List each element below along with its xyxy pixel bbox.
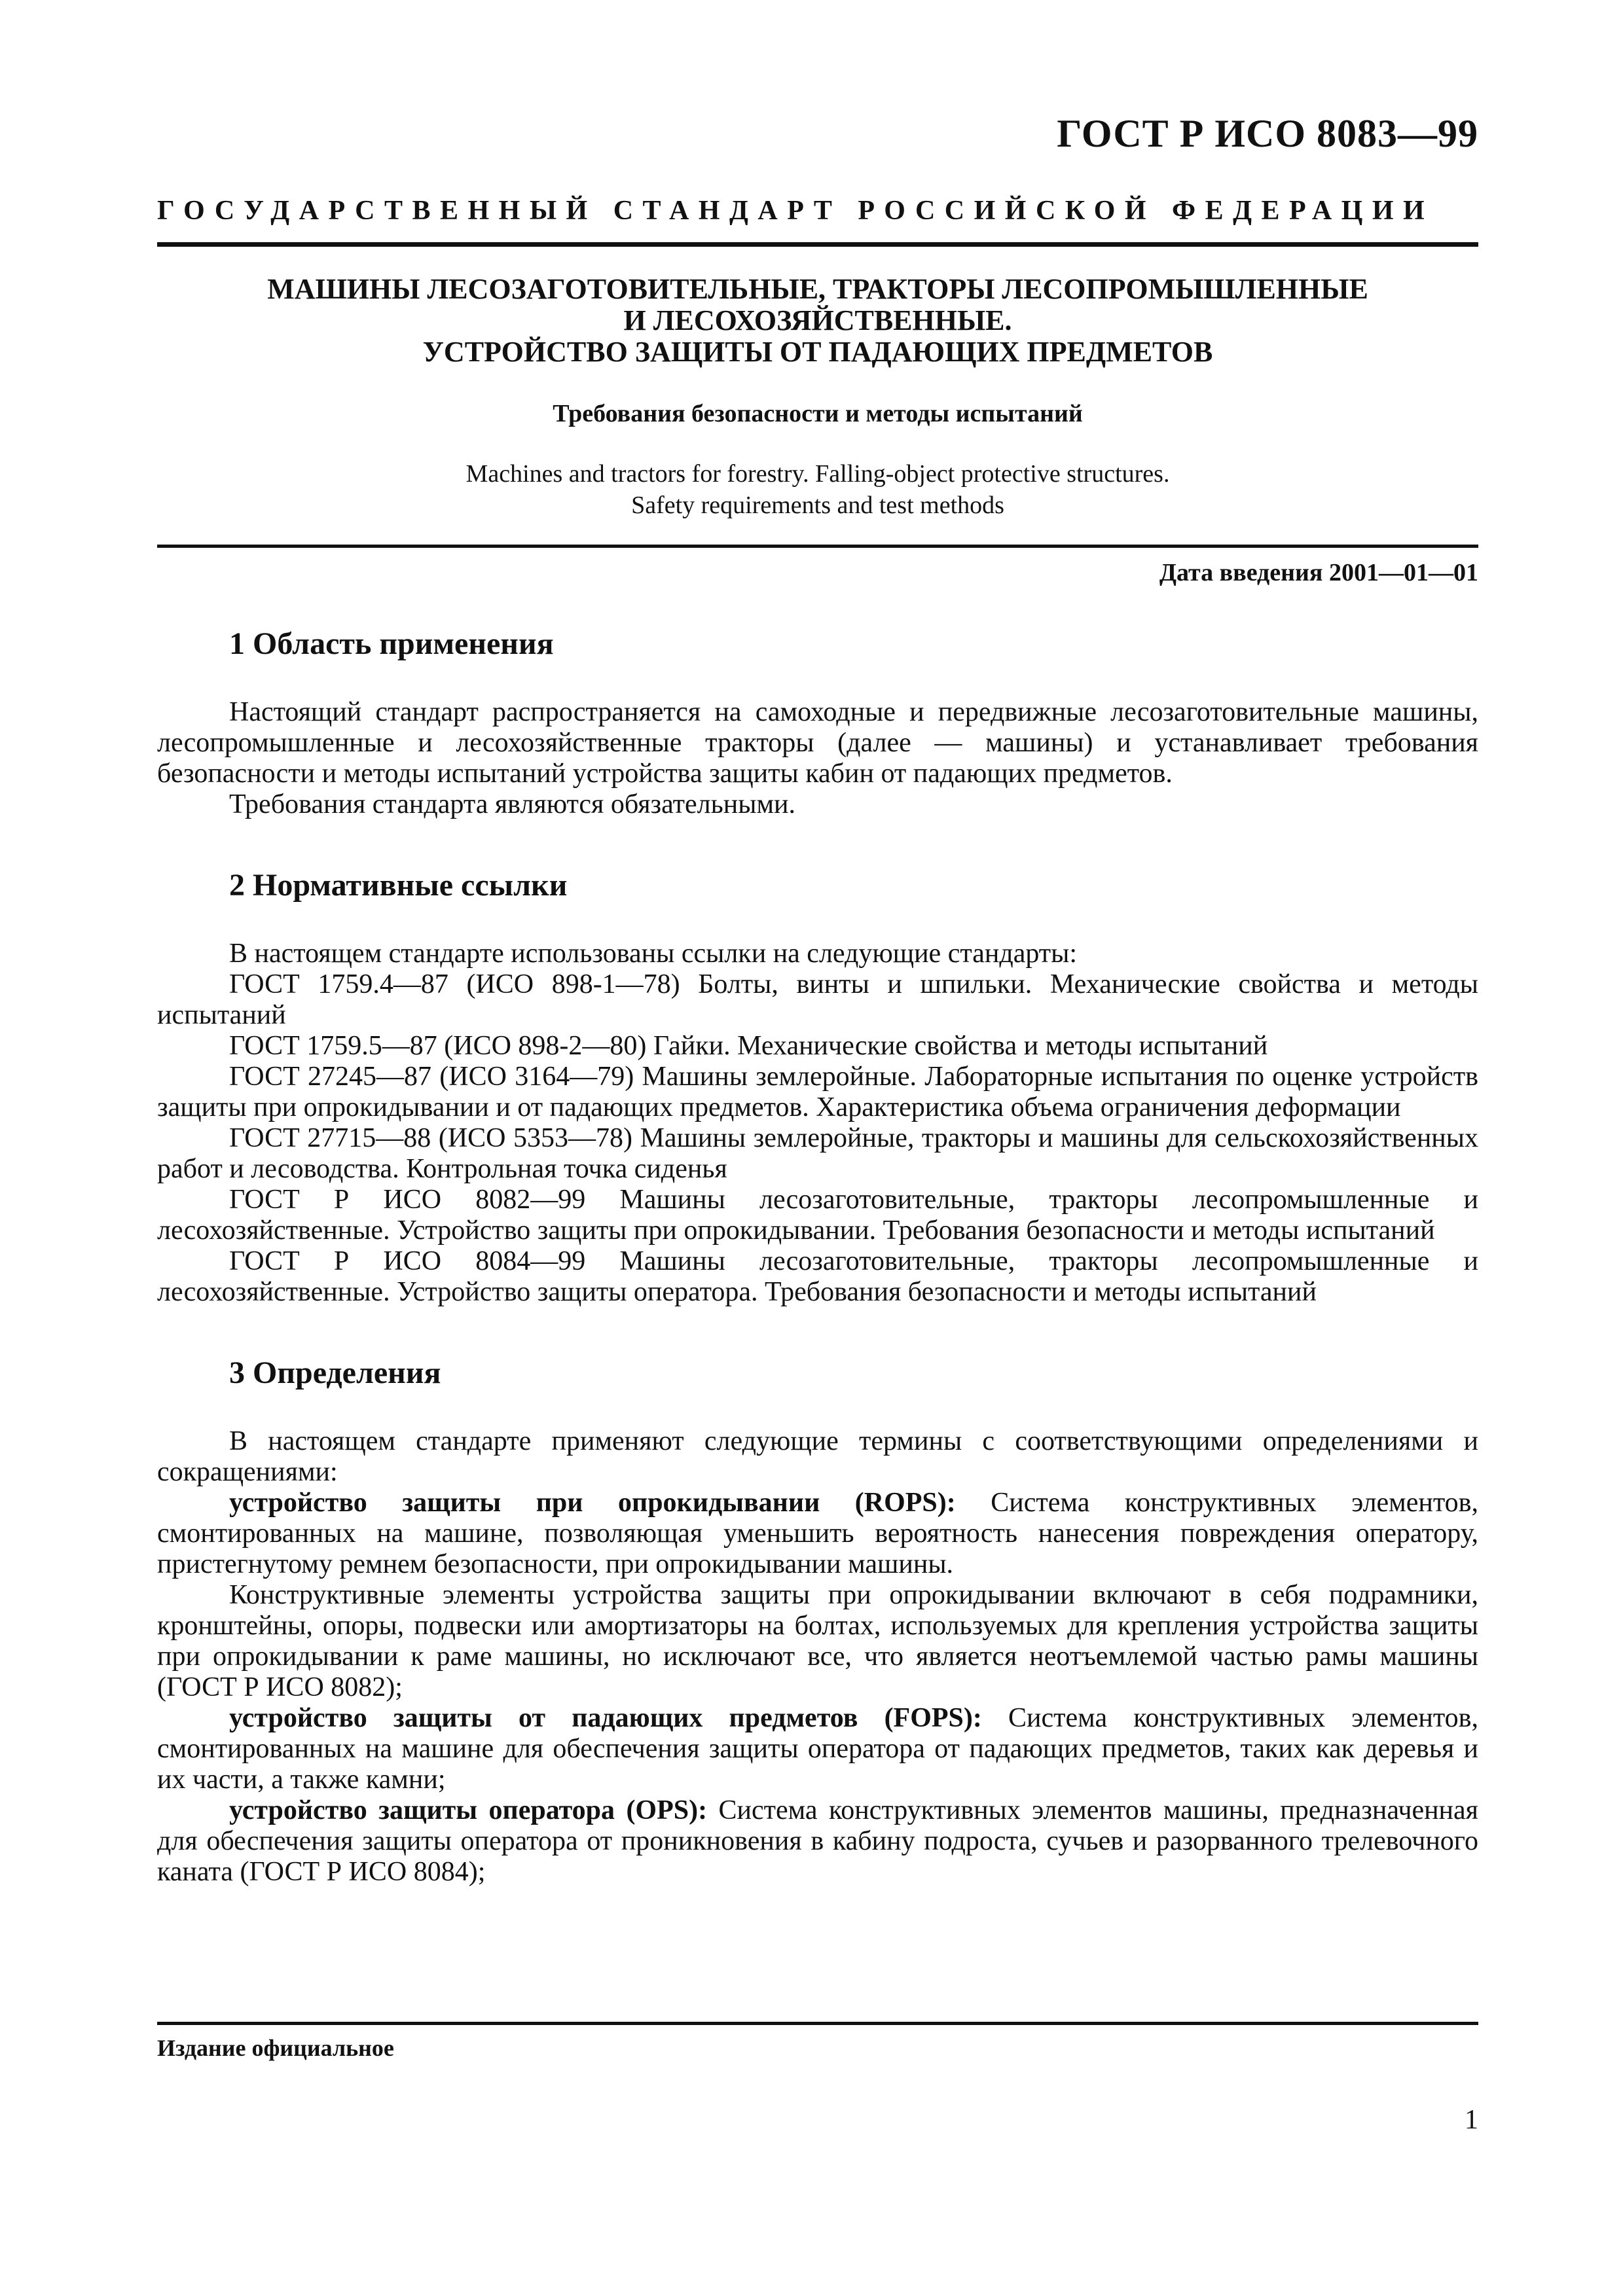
document-code: ГОСТ Р ИСО 8083—99 (1057, 112, 1478, 155)
definition-fops (157, 1703, 1478, 1795)
definition-rops-text: Система конструктивных элементов, смонтированных на машине, позволяющая уменьшить вероятность нанесения повреждения оператору, пристегнутому ремнем безопасности, при опрокидывании машины. (157, 1488, 1478, 1579)
section-3-heading: 3 Определения (229, 1355, 441, 1390)
middle-rule (157, 545, 1478, 548)
title-line-3: УСТРОЙСТВО ЗАЩИТЫ ОТ ПАДАЮЩИХ ПРЕДМЕТОВ (422, 336, 1213, 368)
reference-item: ГОСТ Р ИСО 8082—99 Машины лесозаготовительные, тракторы лесопромышленные и лесохозяйственные. Устройство защиты при опрокидывании. Требования безопасности и методы испытаний (157, 1185, 1478, 1246)
section-1-paragraph-2: Требования стандарта являются обязательными. (229, 789, 796, 819)
term-ops: устройство защиты оператора (OPS): (229, 1795, 708, 1825)
term-fops: устройство защиты от падающих предметов (FOPS): (229, 1703, 982, 1733)
subtitle-russian: Требования безопасности и методы испытаний (553, 400, 1083, 427)
reference-item: ГОСТ 27245—87 (ИСО 3164—79) Машины землеройные. Лабораторные испытания по оценке устройств защиты при опрокидывании и от падающих предметов. Характеристика объема ограничения деформации (157, 1062, 1478, 1122)
definition-fops-text: Система конструктивных элементов, смонтированных на машине для обеспечения защиты оператора от падающих предметов, таких как деревья и их части, а также камни; (157, 1703, 1479, 1795)
bottom-rule (157, 2022, 1478, 2025)
subtitle-english (157, 458, 1478, 521)
reference-item: ГОСТ 1759.5—87 (ИСО 898-2—80) Гайки. Механические свойства и методы испытаний (229, 1031, 1268, 1061)
reference-item: ГОСТ 1759.4—87 (ИСО 898-1—78) Болты, винты и шпильки. Механические свойства и методы испытаний (157, 969, 1478, 1030)
title-line-2: И ЛЕСОХОЗЯЙСТВЕННЫЕ. (623, 304, 1012, 336)
reference-item: ГОСТ 27715—88 (ИСО 5353—78) Машины землеройные, тракторы и машины для сельскохозяйственных работ и лесоводства. Контрольная точка сиденья (157, 1123, 1478, 1184)
section-1-paragraph-1: Настоящий стандарт распространяется на самоходные и передвижные лесозаготовительные машины, лесопромышленные и лесохозяйственные тракторы (далее — машины) и устанавливает требования безопасности и методы испытаний устройства защиты кабин от падающих предметов. (157, 697, 1478, 789)
document-title (157, 274, 1478, 368)
organization-line: ГОСУДАРСТВЕННЫЙ СТАНДАРТ РОССИЙСКОЙ ФЕДЕРАЦИИ (157, 196, 1434, 226)
subtitle-english-line-1: Machines and tractors for forestry. Falling-object protective structures. (465, 460, 1170, 488)
introduction-date: Дата введения 2001—01—01 (1159, 559, 1478, 586)
subtitle-english-line-2: Safety requirements and test methods (631, 492, 1004, 519)
section-2-intro: В настоящем стандарте использованы ссылки на следующие стандарты: (229, 939, 1078, 969)
reference-item: ГОСТ Р ИСО 8084—99 Машины лесозаготовительные, тракторы лесопромышленные и лесохозяйственные. Устройство защиты оператора. Требования безопасности и методы испытаний (157, 1246, 1478, 1307)
definition-ops-text: Система конструктивных элементов машины, предназначенная для обеспечения защиты оператора от проникновения в кабину подроста, сучьев и разорванного трелевочного каната (ГОСТ Р ИСО 8084); (157, 1795, 1478, 1887)
edition-note: Издание официальное (157, 2035, 394, 2061)
top-rule (157, 242, 1478, 247)
definition-ops (157, 1795, 1478, 1888)
section-1-heading: 1 Область применения (229, 626, 554, 661)
definition-rops-extra: Конструктивные элементы устройства защиты при опрокидывании включают в себя подрамники, кронштейны, опоры, подвески или амортизаторы на болтах, используемых для крепления устройства защиты при опрокидывании к раме машины, но исключают все, что является неотъемлемой частью рамы машины (ГОСТ Р ИСО 8082); (157, 1580, 1478, 1702)
document-body (157, 615, 1478, 1888)
title-line-1: МАШИНЫ ЛЕСОЗАГОТОВИТЕЛЬНЫЕ, ТРАКТОРЫ ЛЕСОПРОМЫШЛЕННЫЕ (267, 273, 1368, 305)
term-rops: устройство защиты при опрокидывании (ROPS): (229, 1488, 956, 1518)
definition-rops (157, 1488, 1478, 1580)
section-2-heading: 2 Нормативные ссылки (229, 868, 568, 903)
section-3-intro: В настоящем стандарте применяют следующие термины с соответствующими определениями и сокращениями: (157, 1426, 1478, 1487)
page-number: 1 (1465, 2105, 1478, 2135)
